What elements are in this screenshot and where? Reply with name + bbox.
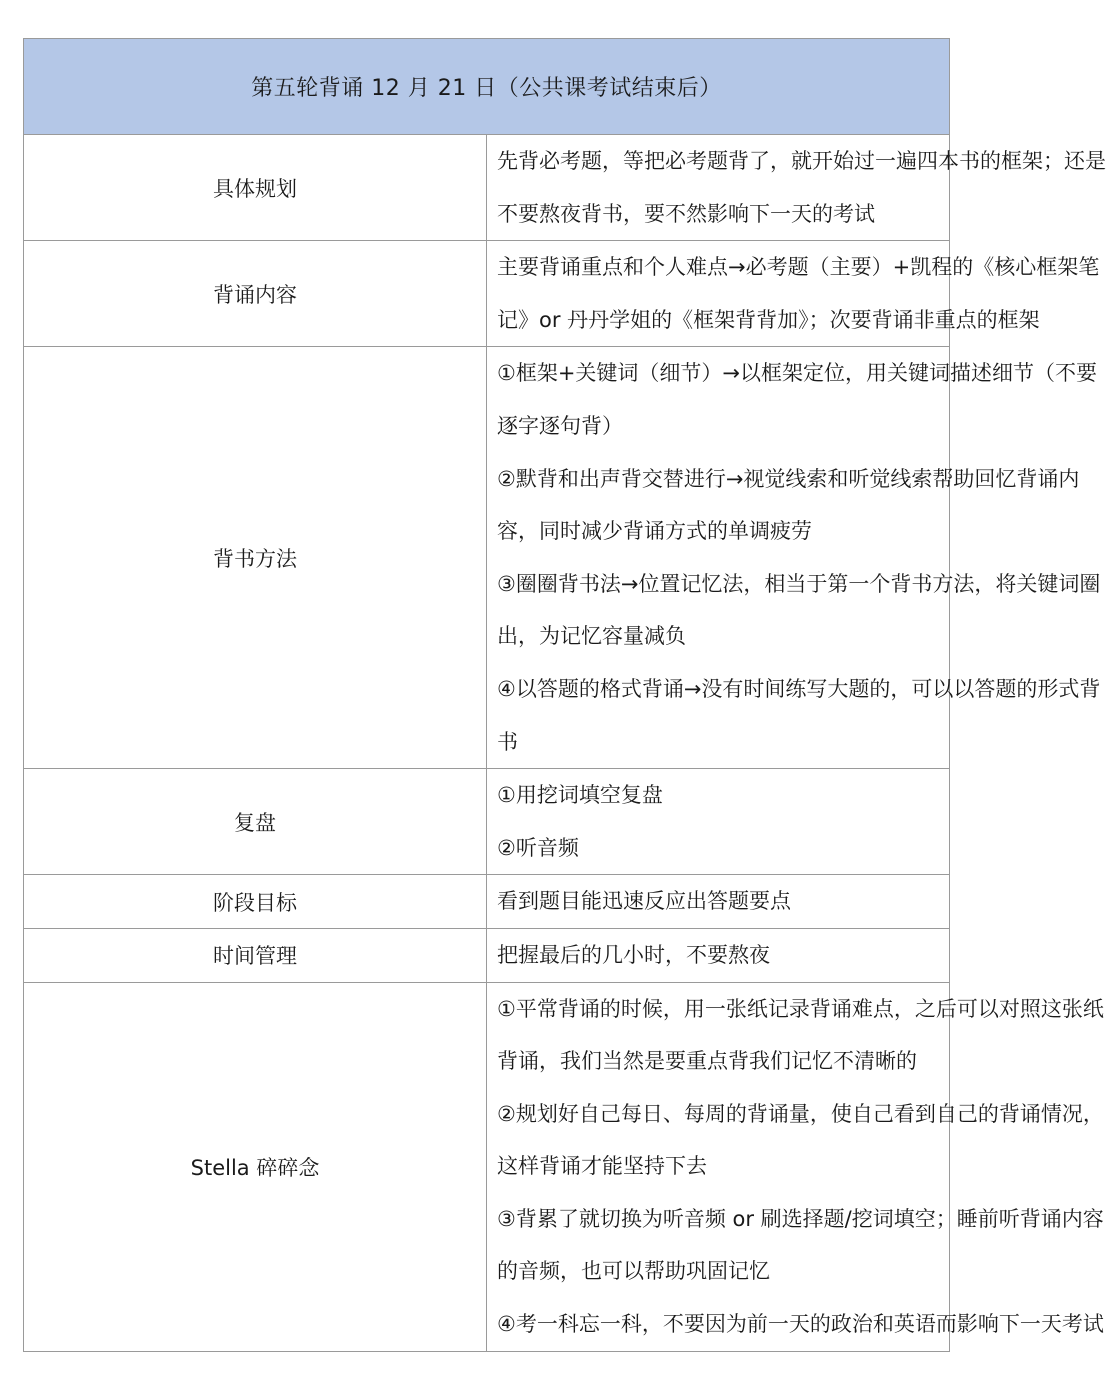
content-line: ①用挖词填空复盘 [497, 783, 663, 808]
content-line: ①框架+关键词（细节）→以框架定位，用关键词描述细节（不要 [497, 361, 1098, 386]
content-line: 把握最后的几小时，不要熬夜 [497, 942, 770, 967]
row-content [487, 928, 950, 982]
table-header-row [24, 39, 950, 135]
content-line: 不要熬夜背书，要不然影响下一天的考试 [497, 201, 875, 226]
content-line: 背诵，我们当然是要重点背我们记忆不清晰的 [497, 1049, 917, 1074]
content-line: ②听音频 [497, 835, 579, 860]
content-line: ②规划好自己每日、每周的背诵量，使自己看到自己的背诵情况， [497, 1101, 1104, 1126]
content-line: ②默背和出声背交替进行→视觉线索和听觉线索帮助回忆背诵内 [497, 466, 1080, 491]
table-row [24, 928, 950, 982]
row-label: 时间管理 [24, 928, 487, 982]
row-content [487, 875, 950, 929]
table-row [24, 241, 950, 347]
row-label: 背书方法 [24, 347, 487, 769]
content-line: ③圈圈背书法→位置记忆法，相当于第一个背书方法，将关键词圈 [497, 571, 1101, 596]
content-line: 出，为记忆容量减负 [497, 624, 686, 649]
study-plan-table [23, 38, 1106, 1352]
content-line: ③背累了就切换为听音频 or 刷选择题/挖词填空；睡前听背诵内容 [497, 1206, 1104, 1231]
row-content [487, 135, 1106, 241]
content-line: ④以答题的格式背诵→没有时间练写大题的，可以以答题的形式背 [497, 676, 1101, 701]
table-row [24, 769, 950, 875]
row-content [487, 982, 1104, 1351]
row-label: 阶段目标 [24, 875, 487, 929]
content-line: 的音频，也可以帮助巩固记忆 [497, 1259, 770, 1284]
row-label: 具体规划 [24, 135, 487, 241]
content-line: 记》or 丹丹学姐的《框架背背加》；次要背诵非重点的框架 [497, 307, 1040, 332]
content-line: 逐字逐句背） [497, 413, 623, 438]
table-row [24, 875, 950, 929]
table-row [24, 135, 950, 241]
content-line: 看到题目能迅速反应出答题要点 [497, 889, 791, 914]
row-content [487, 769, 950, 875]
row-label: 复盘 [24, 769, 487, 875]
row-label: Stella 碎碎念 [24, 982, 487, 1351]
content-line: ④考一科忘一科，不要因为前一天的政治和英语而影响下一天考试 [497, 1312, 1104, 1337]
content-line: 主要背诵重点和个人难点→必考题（主要）+凯程的《核心框架笔 [497, 255, 1100, 280]
content-line: 这样背诵才能坚持下去 [497, 1154, 707, 1179]
content-line: 先背必考题，等把必考题背了，就开始过一遍四本书的框架；还是 [497, 149, 1106, 173]
row-label: 背诵内容 [24, 241, 487, 347]
table-row [24, 347, 950, 769]
table-row [24, 982, 950, 1351]
row-content [487, 347, 1101, 769]
content-line: 书 [497, 729, 518, 754]
table-title: 第五轮背诵 12 月 21 日（公共课考试结束后） [24, 39, 950, 135]
row-content [487, 241, 1100, 347]
content-line: 容，同时减少背诵方式的单调疲劳 [497, 519, 812, 544]
content-line: ①平常背诵的时候，用一张纸记录背诵难点，之后可以对照这张纸 [497, 996, 1104, 1021]
